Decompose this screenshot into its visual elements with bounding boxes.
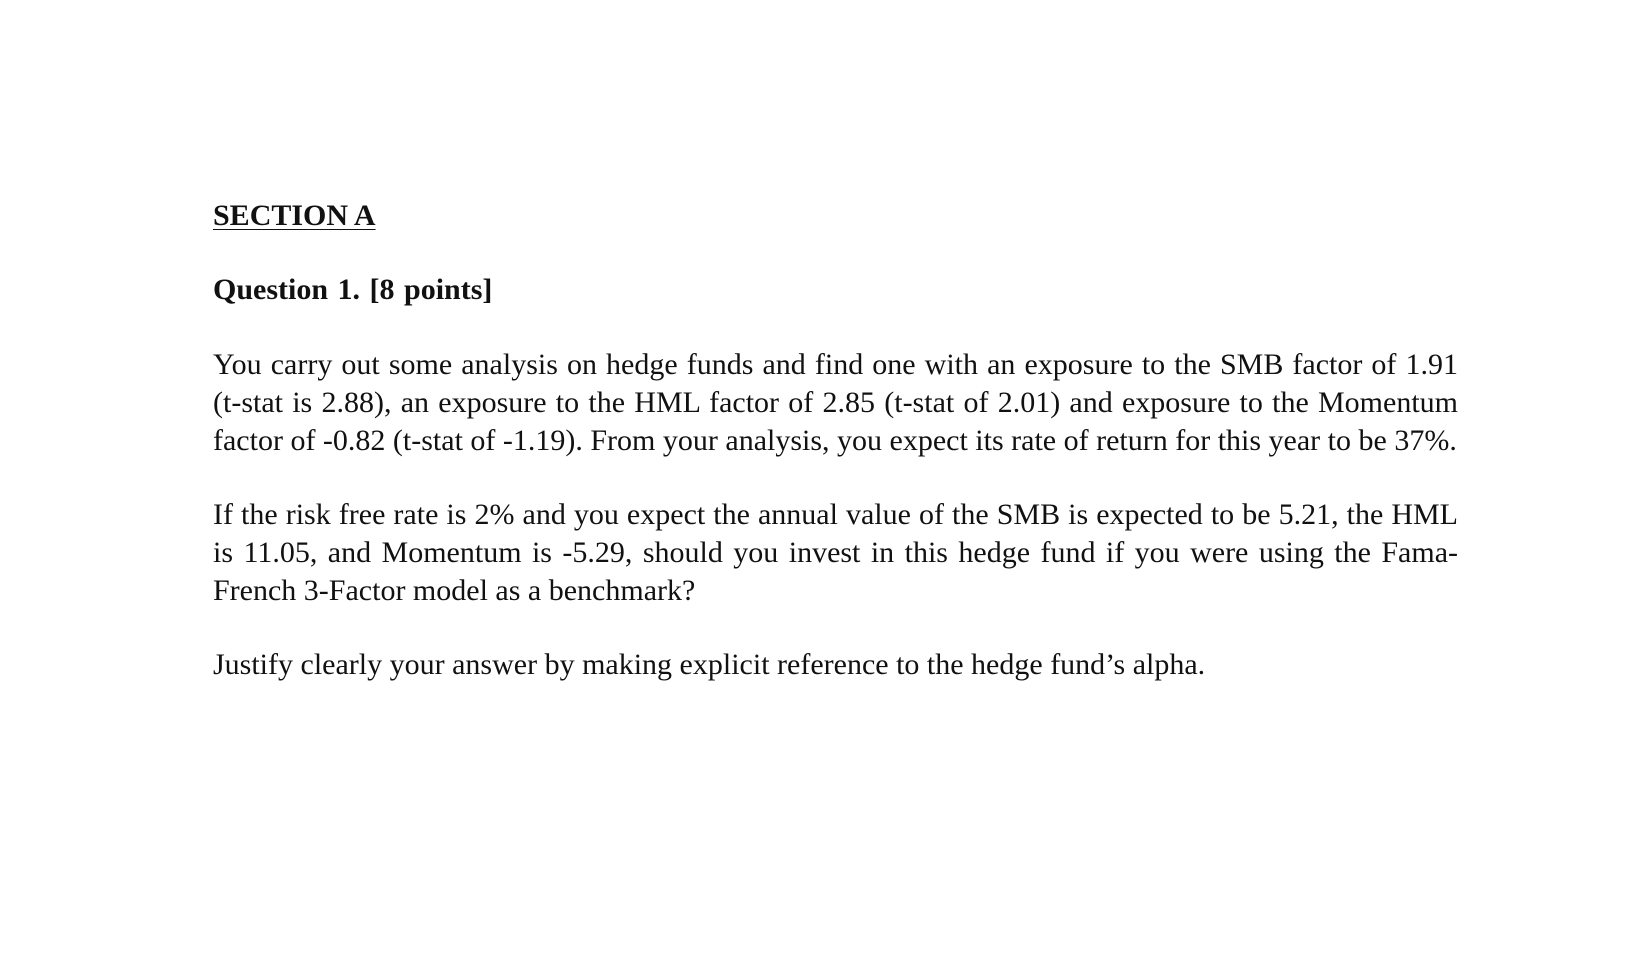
question-title: Question 1. [8 points] bbox=[213, 273, 493, 306]
question-paragraph-2: If the risk free rate is 2% and you expect the annual value of the SMB is expected to be 5.21, the HML is 11.05, and Momentum is -5.29, should you invest in this hedge fund if you were using the Fama-French 3-Factor model as a benchmark? bbox=[213, 498, 1458, 607]
question-paragraph-1: You carry out some analysis on hedge funds and find one with an exposure to the SMB factor of 1.91 (t-stat is 2.88), an exposure to the HML factor of 2.85 (t-stat of 2.01) and exposure to the Momentum factor of -0.82 (t-stat of -1.19). From your analysis, you expect its rate of return for this year to be 37%. bbox=[213, 348, 1458, 457]
document-content bbox=[213, 196, 1458, 684]
question-paragraph-3: Justify clearly your answer by making explicit reference to the hedge fund’s alpha. bbox=[213, 648, 1206, 681]
section-heading: SECTION A bbox=[213, 199, 376, 232]
